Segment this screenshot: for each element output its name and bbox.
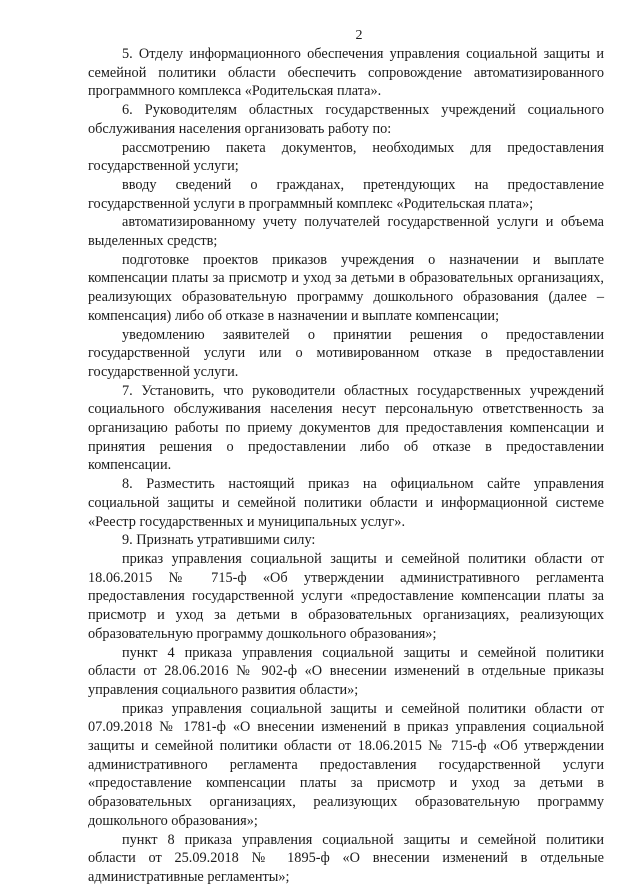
list-item: автоматизированному учету получателей государственной услуги и объема выделенных средств;	[88, 214, 604, 250]
list-item: рассмотрению пакета документов, необходимых для предоставления государственной услуги;	[88, 139, 604, 175]
paragraph-item-9: 9. Признать утратившими силу:	[122, 532, 316, 549]
list-item: подготовке проектов приказов учреждения о назначении и выплате компенсации платы за присмотр и уход за детьми в образовательных организациях, реализующих образовательную программу дошкольного образования (далее – компенсация) либо об отказе в назначении и выплате компенсации;	[88, 251, 604, 324]
paragraph-item-7: 7. Установить, что руководители областных государственных учреждений социального обслуживания населения несут персональную ответственность за организацию работы по приему документов для предоставления компенсации и принятия решения о предоставлении либо об отказе в предоставлении компенсации.	[88, 382, 604, 474]
paragraph-item-5: 5. Отделу информационного обеспечения управления социальной защиты и семейной политики области обеспечить сопровождение автоматизированного программного комплекса «Родительская плата».	[88, 46, 604, 100]
list-item: приказ управления социальной защиты и семейной политики области от 07.09.2018 № 1781-ф «О внесении изменений в приказ управления социальной защиты и семейной политики области от 18.06.2015 № 715-ф «Об утверждении административного регламента предоставления государственной услуги «предоставление компенсации платы за присмотр и уход за детьми в образовательных организациях, реализующих образовательную программу дошкольного образования»;	[88, 700, 604, 829]
list-item: пункт 4 приказа управления социальной защиты и семейной политики области от 28.06.2016 № 902-ф «О внесении изменений в отдельные приказы управления социального развития области»;	[88, 644, 604, 698]
list-item: пункт 8 приказа управления социальной защиты и семейной политики области от 25.09.2018 № 1895-ф «О внесении изменений в отдельные административные регламенты»;	[88, 831, 604, 885]
list-item: вводу сведений о гражданах, претендующих на предоставление государственной услуги в программный комплекс «Родительская плата»;	[88, 176, 604, 212]
paragraph-item-8: 8. Разместить настоящий приказ на официальном сайте управления социальной защиты и семейной политики области и информационной системе «Реестр государственных и муниципальных услуг».	[88, 476, 604, 530]
list-item: уведомлению заявителей о принятии решения о предоставлении государственной услуги или о мотивированном отказе в предоставлении государственной услуги.	[88, 326, 604, 380]
list-item: приказ управления социальной защиты и семейной политики области от 18.06.2015 № 715-ф «Об утверждении административного регламента предоставления государственной услуги «предоставление компенсации платы за присмотр и уход за детьми в образовательных организациях, реализующих образовательную программу дошкольного образования»;	[88, 550, 604, 642]
document-body	[88, 45, 604, 887]
paragraph-item-6: 6. Руководителям областных государственных учреждений социального обслуживания населения организовать работу по:	[88, 102, 604, 137]
page-number: 2	[355, 28, 363, 43]
